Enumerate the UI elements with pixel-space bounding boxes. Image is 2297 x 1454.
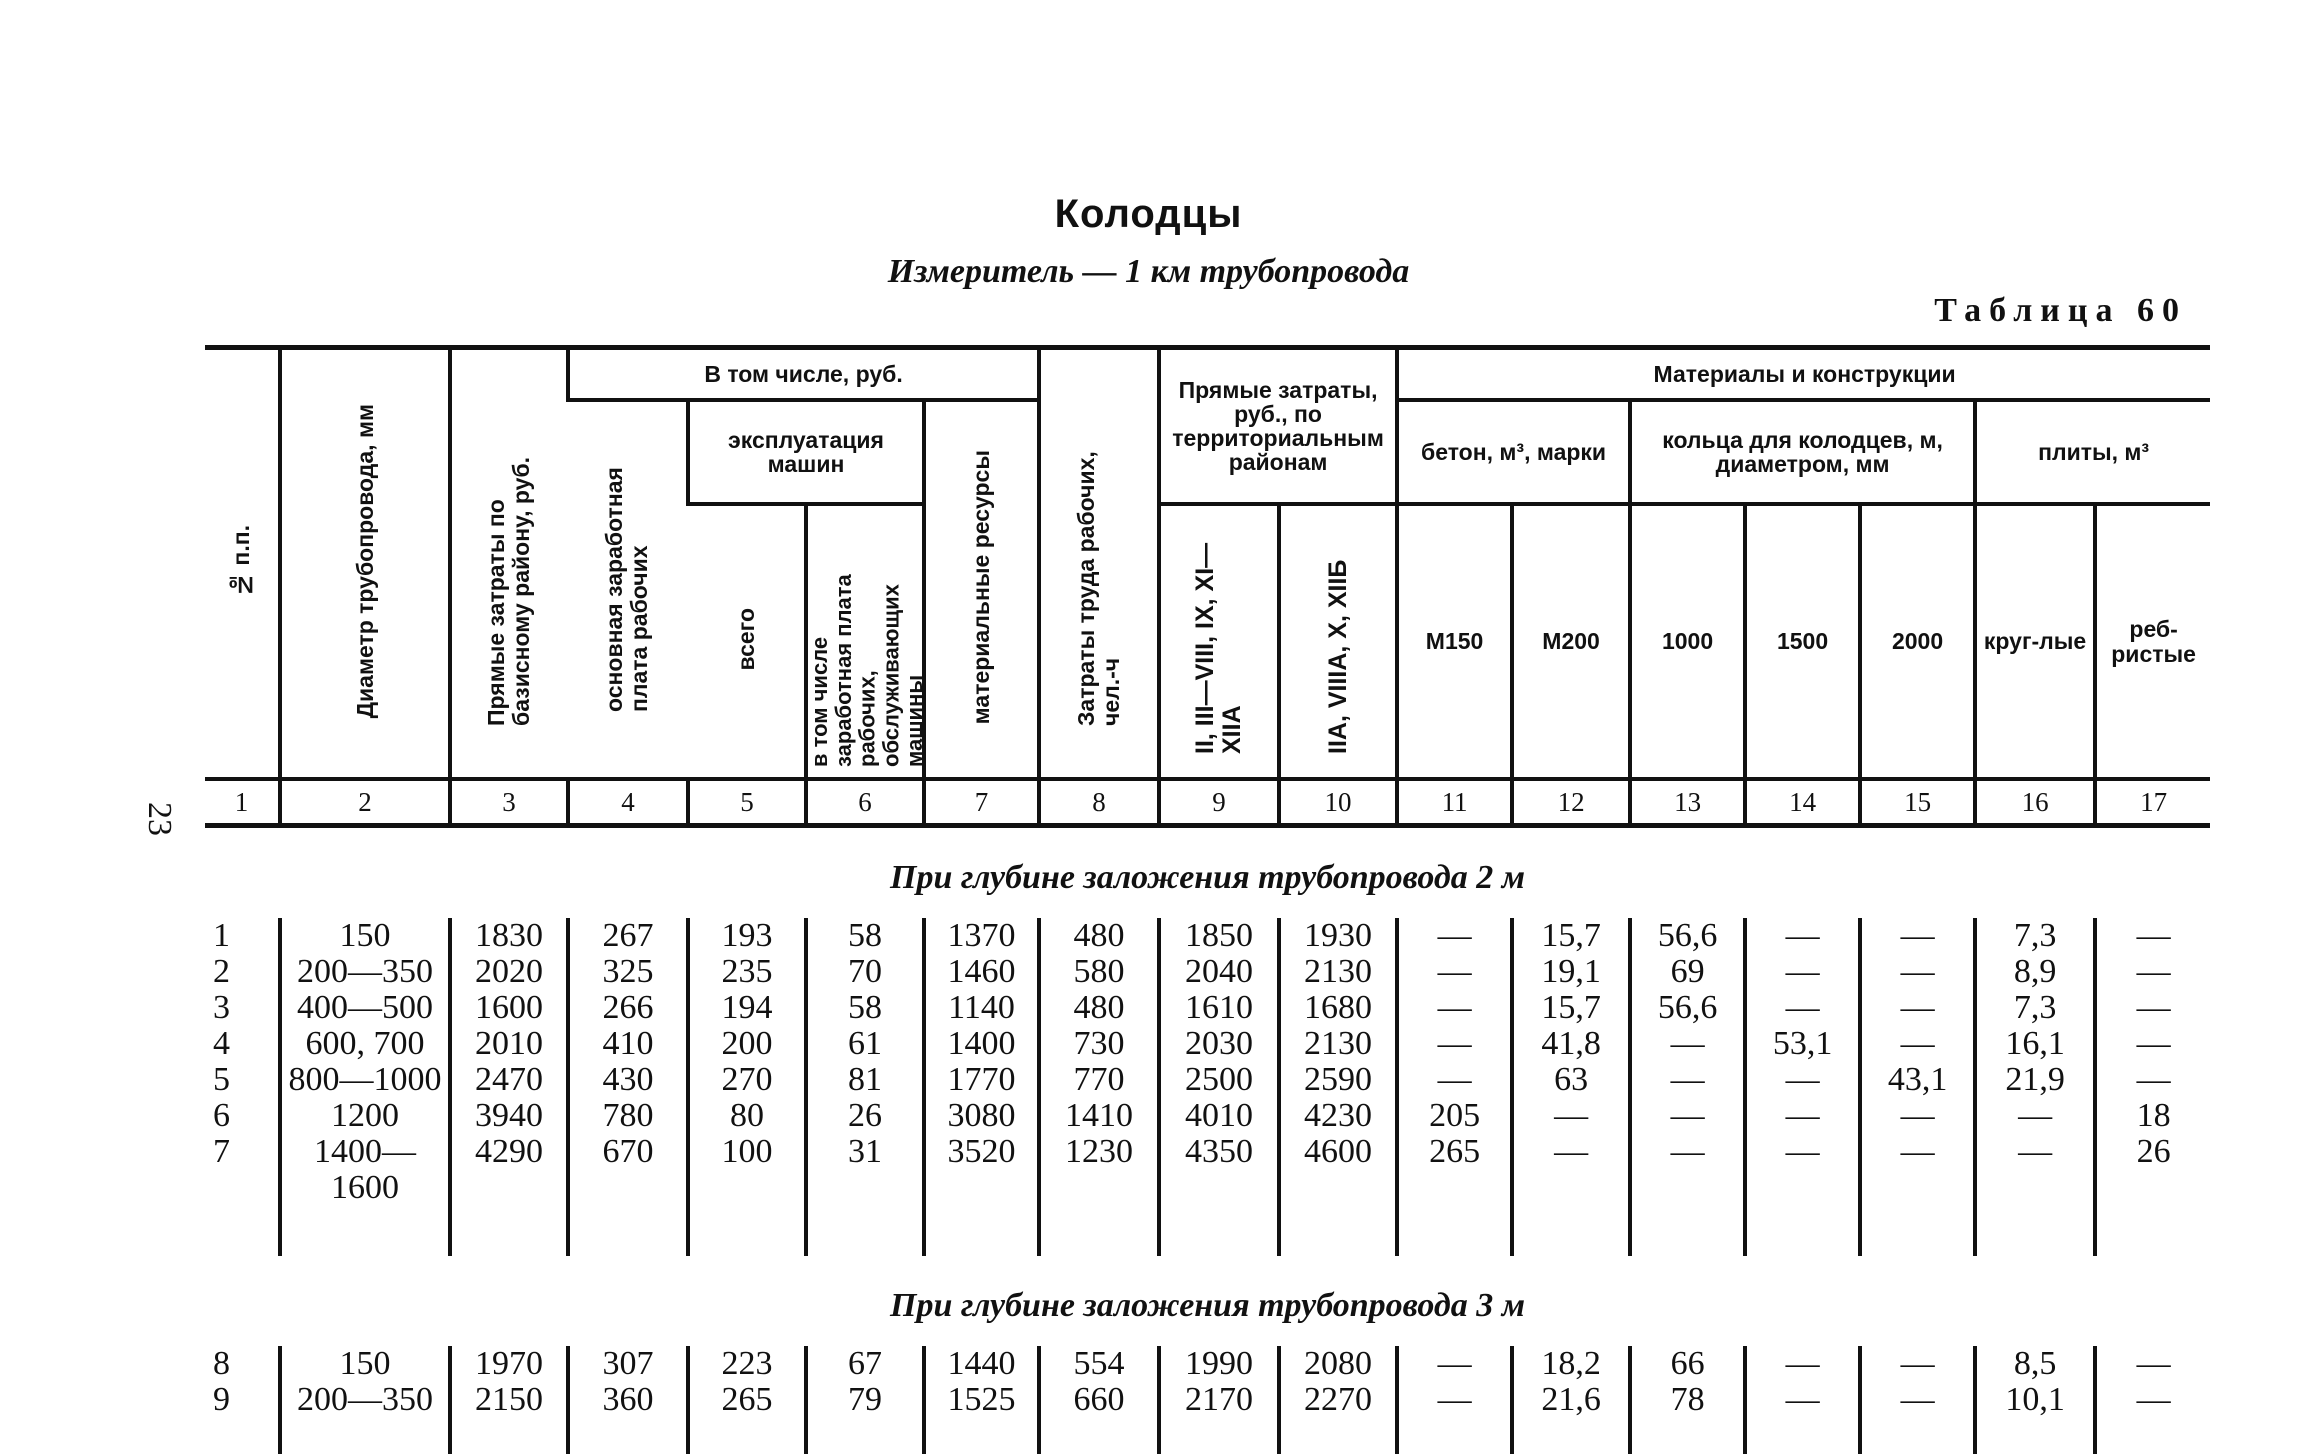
table-cell: 205 (1397, 1098, 1512, 1134)
table-cell: 1 (213, 917, 230, 954)
table-cell: — (1397, 1382, 1512, 1418)
table-cell: 2170 (1159, 1382, 1279, 1418)
table-cell: 2590 (1279, 1062, 1397, 1098)
spacer-cell (1512, 1206, 1630, 1256)
table-cell: 15,7 (1512, 990, 1630, 1026)
table-cell: 3520 (924, 1134, 1039, 1170)
table-cell: 1600 (280, 1170, 450, 1206)
table-row (205, 1170, 2210, 1206)
spacer-cell (1860, 1206, 1975, 1256)
table-cell: 265 (688, 1382, 806, 1418)
table-cell: 410 (568, 1026, 688, 1062)
section-caption: При глубине заложения трубопровода 3 м (890, 1287, 1526, 1324)
table-cell: 1930 (1279, 918, 1397, 954)
column-number: 10 (1279, 779, 1397, 826)
table-cell: 3 (213, 989, 230, 1026)
table-cell (1039, 1170, 1159, 1206)
table-cell: — (1975, 1098, 2095, 1134)
table-cell: 1400— (280, 1134, 450, 1170)
table-cell: 4350 (1159, 1134, 1279, 1170)
column-number: 15 (1860, 779, 1975, 826)
table-cell: — (2095, 990, 2210, 1026)
table-row (205, 918, 2210, 954)
table-cell: 58 (806, 990, 924, 1026)
table-cell: 267 (568, 918, 688, 954)
header-ring-2000: 2000 (1860, 504, 1975, 779)
table-cell: — (1397, 954, 1512, 990)
table-cell: 61 (806, 1026, 924, 1062)
column-number: 8 (1039, 779, 1159, 826)
table-cell: — (1397, 990, 1512, 1026)
table-cell: 66 (1630, 1346, 1745, 1382)
table-cell: — (1745, 1382, 1860, 1418)
table-cell: 2150 (450, 1382, 568, 1418)
table-cell: 200 (688, 1026, 806, 1062)
table-cell: 8,9 (1975, 954, 2095, 990)
table-cell: 81 (806, 1062, 924, 1098)
spacer-cell (1279, 1206, 1397, 1256)
table-cell: — (1745, 1062, 1860, 1098)
table-cell: 150 (280, 1346, 450, 1382)
table-cell (2095, 1170, 2210, 1206)
table-cell: — (2095, 1026, 2210, 1062)
table-cell: 21,9 (1975, 1062, 2095, 1098)
table-cell: 7,3 (1975, 990, 2095, 1026)
column-number: 9 (1159, 779, 1279, 826)
table-cell: 8,5 (1975, 1346, 2095, 1382)
table-cell: 1370 (924, 918, 1039, 954)
column-number: 1 (205, 779, 280, 826)
table-cell: 1410 (1039, 1098, 1159, 1134)
table-cell: 480 (1039, 990, 1159, 1026)
spacer-cell (1039, 1418, 1159, 1454)
table-cell: 1680 (1279, 990, 1397, 1026)
table-cell: — (1512, 1098, 1630, 1134)
header-group-rings: кольца для колодцев, м, диаметром, мм (1630, 400, 1975, 504)
header-m150: М150 (1397, 504, 1512, 779)
spacer-cell (2095, 1418, 2210, 1454)
column-number: 5 (688, 779, 806, 826)
table-cell: — (2095, 1062, 2210, 1098)
table-cell: 4010 (1159, 1098, 1279, 1134)
table-cell: 200—350 (280, 1382, 450, 1418)
row-spacer (205, 1206, 2210, 1256)
table-cell: 3940 (450, 1098, 568, 1134)
table-cell: 1990 (1159, 1346, 1279, 1382)
spacer-cell (205, 1418, 280, 1454)
table-cell: 15,7 (1512, 918, 1630, 954)
table-row (205, 1346, 2210, 1382)
table-cell: 1850 (1159, 918, 1279, 954)
table-cell: — (1630, 1062, 1745, 1098)
table-cell: — (1860, 1346, 1975, 1382)
table-cell (1630, 1170, 1745, 1206)
table-cell: 2130 (1279, 954, 1397, 990)
table-cell: 18,2 (1512, 1346, 1630, 1382)
table-cell: 7,3 (1975, 918, 2095, 954)
table-cell: 6 (213, 1097, 230, 1134)
spacer-cell (806, 1206, 924, 1256)
table-cell: 1400 (924, 1026, 1039, 1062)
table-cell: — (1860, 1026, 1975, 1062)
table-cell: 67 (806, 1346, 924, 1382)
table-cell (205, 1170, 280, 1206)
table-cell: — (1745, 918, 1860, 954)
table-cell: — (1630, 1026, 1745, 1062)
table-cell: — (2095, 1382, 2210, 1418)
header-region-2: IIA, VIIIA, X, XIIБ (1279, 504, 1397, 779)
spacer-cell (1279, 1418, 1397, 1454)
table-cell: 18 (2095, 1098, 2210, 1134)
table-cell: 1440 (924, 1346, 1039, 1382)
table-cell: 1970 (450, 1346, 568, 1382)
table-row (205, 954, 2210, 990)
table-cell: 43,1 (1860, 1062, 1975, 1098)
table-cell: 780 (568, 1098, 688, 1134)
table-cell: 63 (1512, 1062, 1630, 1098)
header-group-incl: В том числе, руб. (568, 348, 1039, 401)
header-machines-total: всего (732, 608, 759, 671)
spacer-cell (1630, 1418, 1745, 1454)
table-cell: 600, 700 (280, 1026, 450, 1062)
table-cell: 56,6 (1630, 990, 1745, 1026)
table-cell: 4600 (1279, 1134, 1397, 1170)
spacer-cell (568, 1206, 688, 1256)
table-cell: — (1630, 1098, 1745, 1134)
table-cell: 580 (1039, 954, 1159, 990)
table-cell: 1830 (450, 918, 568, 954)
spacer-cell (1860, 1418, 1975, 1454)
table-cell: 1610 (1159, 990, 1279, 1026)
table-row (205, 990, 2210, 1026)
column-number: 3 (450, 779, 568, 826)
table-cell: 800—1000 (280, 1062, 450, 1098)
header-ring-1500: 1500 (1745, 504, 1860, 779)
table-cell: 69 (1630, 954, 1745, 990)
table-cell (568, 1170, 688, 1206)
column-number: 7 (924, 779, 1039, 826)
table-cell: 58 (806, 918, 924, 954)
table-row (205, 1026, 2210, 1062)
table-cell: 26 (2095, 1134, 2210, 1170)
table-cell (924, 1170, 1039, 1206)
spacer-cell (1630, 1206, 1745, 1256)
table-row (205, 1098, 2210, 1134)
table-cell: 223 (688, 1346, 806, 1382)
table-cell: 430 (568, 1062, 688, 1098)
column-number: 11 (1397, 779, 1512, 826)
header-group-materials: Материалы и конструкции (1397, 348, 2210, 401)
row-spacer (205, 1418, 2210, 1454)
page-title: Колодцы (1054, 192, 1243, 236)
table-cell: — (1630, 1134, 1745, 1170)
table-cell: — (1860, 918, 1975, 954)
table-cell: 193 (688, 918, 806, 954)
table-cell: 2 (213, 953, 230, 990)
spacer-cell (450, 1418, 568, 1454)
spacer-cell (1159, 1206, 1279, 1256)
table-cell: 1460 (924, 954, 1039, 990)
header-region-1: II, III—VIII, IX, XI—XIIA (1159, 504, 1279, 779)
table-cell: 2010 (450, 1026, 568, 1062)
table-cell: 270 (688, 1062, 806, 1098)
table-row (205, 1382, 2210, 1418)
header-group-direct: Прямые затраты, руб., по территориальным районам (1159, 348, 1397, 505)
table-cell: 2080 (1279, 1346, 1397, 1382)
spacer-cell (1397, 1206, 1512, 1256)
table-cell: 1525 (924, 1382, 1039, 1418)
spacer-cell (1745, 1206, 1860, 1256)
spacer-cell (1512, 1418, 1630, 1454)
table-cell: 1140 (924, 990, 1039, 1026)
spacer-cell (1397, 1418, 1512, 1454)
table-cell: — (2095, 918, 2210, 954)
table-cell: 80 (688, 1098, 806, 1134)
spacer-cell (1745, 1418, 1860, 1454)
table-cell: 235 (688, 954, 806, 990)
header-materials-res: материальные ресурсы (924, 400, 1039, 779)
table-cell: — (1745, 990, 1860, 1026)
table-cell: 4230 (1279, 1098, 1397, 1134)
table-cell: 7 (213, 1133, 230, 1170)
table-cell: 26 (806, 1098, 924, 1134)
table-cell (1159, 1170, 1279, 1206)
table-cell: — (1397, 1026, 1512, 1062)
table-cell: 554 (1039, 1346, 1159, 1382)
column-number: 14 (1745, 779, 1860, 826)
header-direct-cost: Прямые затраты по базисному району, руб. (450, 348, 568, 780)
table-cell: 3080 (924, 1098, 1039, 1134)
spacer-cell (1039, 1206, 1159, 1256)
table-cell: — (1745, 1098, 1860, 1134)
page-subtitle: Измеритель — 1 км трубопровода (887, 253, 1410, 290)
table-cell: 78 (1630, 1382, 1745, 1418)
table-cell (806, 1170, 924, 1206)
table-cell: 2030 (1159, 1026, 1279, 1062)
column-number: 17 (2095, 779, 2210, 826)
table-cell (688, 1170, 806, 1206)
table-cell: 100 (688, 1134, 806, 1170)
table-cell: 480 (1039, 918, 1159, 954)
table-cell: — (1860, 990, 1975, 1026)
table-cell: — (1745, 954, 1860, 990)
header-m200: М200 (1512, 504, 1630, 779)
table-cell: 150 (280, 918, 450, 954)
table-cell (1975, 1170, 2095, 1206)
table-cell: 5 (213, 1061, 230, 1098)
header-labor: Затраты труда рабочих, чел.-ч (1039, 348, 1159, 780)
header-plates-round: круг-лые (1975, 504, 2095, 779)
table-cell: 79 (806, 1382, 924, 1418)
spacer-cell (568, 1418, 688, 1454)
table-cell: 200—350 (280, 954, 450, 990)
table-cell: 400—500 (280, 990, 450, 1026)
page-number: 23 (141, 802, 178, 836)
spacer-cell (1975, 1206, 2095, 1256)
table-cell (1512, 1170, 1630, 1206)
header-base-wage: основная заработная плата рабочих (601, 467, 652, 713)
table-cell: 670 (568, 1134, 688, 1170)
table-cell: 194 (688, 990, 806, 1026)
table-cell: 31 (806, 1134, 924, 1170)
column-number: 16 (1975, 779, 2095, 826)
table-cell: — (1397, 918, 1512, 954)
table-cell: 660 (1039, 1382, 1159, 1418)
spacer-cell (205, 1206, 280, 1256)
header-ring-1000: 1000 (1630, 504, 1745, 779)
table-cell: — (1860, 1098, 1975, 1134)
table-cell: 19,1 (1512, 954, 1630, 990)
table-cell: 266 (568, 990, 688, 1026)
spacer-cell (688, 1206, 806, 1256)
table-cell: 41,8 (1512, 1026, 1630, 1062)
table-cell: 2040 (1159, 954, 1279, 990)
column-number: 12 (1512, 779, 1630, 826)
column-number: 13 (1630, 779, 1745, 826)
table-cell: 2270 (1279, 1382, 1397, 1418)
table-row (205, 1062, 2210, 1098)
table-cell: 53,1 (1745, 1026, 1860, 1062)
spacer-cell (280, 1418, 450, 1454)
header-plates-ribbed: реб-ристые (2095, 504, 2210, 779)
table-cell: — (1860, 1382, 1975, 1418)
table-cell: 8 (213, 1345, 230, 1382)
table-cell: 325 (568, 954, 688, 990)
table-cell: — (1745, 1346, 1860, 1382)
header-machines-wage: в том числе заработная плата рабочих, обслуживающих машины (806, 504, 924, 779)
table-cell: 2500 (1159, 1062, 1279, 1098)
table-cell: — (1860, 954, 1975, 990)
column-number: 6 (806, 779, 924, 826)
data-table (205, 345, 2210, 1454)
spacer-cell (2095, 1206, 2210, 1256)
table-cell: 2130 (1279, 1026, 1397, 1062)
spacer-cell (688, 1418, 806, 1454)
table-cell: 2470 (450, 1062, 568, 1098)
header-group-plates: плиты, м³ (1975, 400, 2210, 504)
table-cell: 1770 (924, 1062, 1039, 1098)
spacer-cell (806, 1418, 924, 1454)
table-cell: — (1512, 1134, 1630, 1170)
table-cell: 2020 (450, 954, 568, 990)
spacer-cell (924, 1418, 1039, 1454)
table-cell: — (1397, 1062, 1512, 1098)
table-cell: 56,6 (1630, 918, 1745, 954)
column-number-row (205, 779, 2210, 826)
table-cell: 4 (213, 1025, 230, 1062)
table-cell: — (1860, 1134, 1975, 1170)
column-number: 4 (568, 779, 688, 826)
table-cell: — (2095, 1346, 2210, 1382)
table-cell (1279, 1170, 1397, 1206)
table-cell: 9 (213, 1381, 230, 1418)
table-cell: 730 (1039, 1026, 1159, 1062)
table-cell: 70 (806, 954, 924, 990)
table-label: Таблица 60 (1934, 292, 2187, 329)
spacer-cell (1975, 1418, 2095, 1454)
table-cell: 265 (1397, 1134, 1512, 1170)
header-num: № п.п. (205, 348, 280, 780)
spacer-cell (1159, 1418, 1279, 1454)
table-cell: 770 (1039, 1062, 1159, 1098)
table-cell: — (1397, 1346, 1512, 1382)
table-cell: — (2095, 954, 2210, 990)
header-group-concrete: бетон, м³, марки (1397, 400, 1630, 504)
table-cell: 1600 (450, 990, 568, 1026)
table-cell: 1230 (1039, 1134, 1159, 1170)
spacer-cell (280, 1206, 450, 1256)
table-row (205, 1134, 2210, 1170)
table-cell: — (1975, 1134, 2095, 1170)
header-diameter: Диаметр трубопровода, мм (280, 348, 450, 780)
table-cell (1745, 1170, 1860, 1206)
header-group-machines: эксплуатация машин (688, 400, 924, 504)
table-cell (1860, 1170, 1975, 1206)
table-cell: 16,1 (1975, 1026, 2095, 1062)
spacer-cell (450, 1206, 568, 1256)
spacer-cell (924, 1206, 1039, 1256)
column-number: 2 (280, 779, 450, 826)
table-cell: — (1745, 1134, 1860, 1170)
table-cell: 1200 (280, 1098, 450, 1134)
table-cell: 360 (568, 1382, 688, 1418)
table-cell: 307 (568, 1346, 688, 1382)
section-caption: При глубине заложения трубопровода 2 м (890, 859, 1526, 896)
table-cell (1397, 1170, 1512, 1206)
table-cell: 4290 (450, 1134, 568, 1170)
table-cell (450, 1170, 568, 1206)
table-cell: 10,1 (1975, 1382, 2095, 1418)
table-cell: 21,6 (1512, 1382, 1630, 1418)
